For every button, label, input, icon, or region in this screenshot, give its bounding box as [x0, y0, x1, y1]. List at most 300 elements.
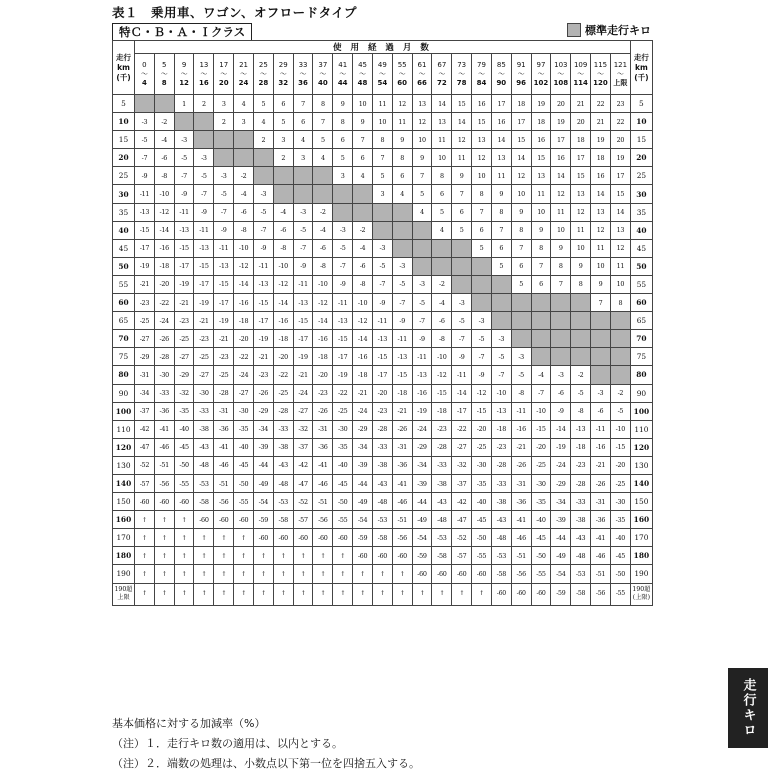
rate-cell: -16 — [412, 384, 432, 402]
rate-cell: -13 — [214, 257, 234, 275]
rate-cell: -47 — [135, 438, 155, 456]
rate-cell: ↑ — [353, 565, 373, 583]
rate-cell: -13 — [412, 366, 432, 384]
rate-cell: 17 — [491, 95, 511, 113]
rate-cell: 9 — [551, 239, 571, 257]
rate-cell: -49 — [353, 493, 373, 511]
rate-cell — [551, 348, 571, 366]
rate-cell: 4 — [392, 185, 412, 203]
month-range-header: 73 〜 78 — [452, 54, 472, 95]
rate-cell: 8 — [491, 203, 511, 221]
rate-cell: 5 — [491, 257, 511, 275]
rate-cell: ↑ — [174, 583, 194, 605]
rate-cell: -51 — [511, 547, 531, 565]
rate-cell: 10 — [571, 239, 591, 257]
rate-cell: -13 — [372, 330, 392, 348]
rate-cell: 9 — [491, 185, 511, 203]
legend-label: 標準走行キロ — [585, 24, 651, 37]
rate-cell: -30 — [234, 402, 254, 420]
rate-cell: -32 — [174, 384, 194, 402]
rate-cell: -12 — [273, 275, 293, 293]
rate-cell: ↑ — [214, 529, 234, 547]
month-range-header: 115 〜 120 — [591, 54, 611, 95]
rate-cell: 8 — [372, 131, 392, 149]
rate-cell: -27 — [234, 384, 254, 402]
rate-cell: -37 — [135, 402, 155, 420]
rate-cell: -21 — [353, 384, 373, 402]
rate-cell — [392, 221, 412, 239]
rate-cell: -45 — [174, 438, 194, 456]
rate-cell: -54 — [353, 511, 373, 529]
rate-cell: -10 — [234, 239, 254, 257]
rate-cell: 9 — [392, 131, 412, 149]
rate-cell: -30 — [610, 493, 630, 511]
rate-cell: -9 — [372, 294, 392, 312]
rate-cell: -20 — [313, 366, 333, 384]
rate-cell: ↑ — [154, 565, 174, 583]
rate-cell: -57 — [452, 547, 472, 565]
rate-cell: -31 — [313, 420, 333, 438]
rate-cell — [432, 257, 452, 275]
rate-cell: -14 — [353, 330, 373, 348]
rate-cell: -49 — [253, 474, 273, 492]
rate-cell: -10 — [491, 384, 511, 402]
rate-cell: -41 — [392, 474, 412, 492]
km-cell: 100 — [113, 402, 135, 420]
table-row — [113, 221, 653, 239]
rate-cell: -55 — [333, 511, 353, 529]
rate-cell — [571, 330, 591, 348]
legend — [567, 22, 651, 38]
rate-cell: -41 — [313, 456, 333, 474]
rate-cell: 6 — [452, 203, 472, 221]
rate-cell — [333, 185, 353, 203]
rate-cell: -4 — [432, 294, 452, 312]
rate-cell: -53 — [491, 547, 511, 565]
rate-cell: -25 — [273, 384, 293, 402]
rate-cell: -55 — [174, 474, 194, 492]
table-row — [113, 95, 653, 113]
km-cell: 190超 上限 — [113, 583, 135, 605]
rate-cell: -26 — [313, 402, 333, 420]
rate-cell: 19 — [551, 113, 571, 131]
rate-cell — [313, 185, 333, 203]
month-range-header: 25 〜 28 — [253, 54, 273, 95]
rate-cell: -10 — [610, 420, 630, 438]
month-range-header: 9 〜 12 — [174, 54, 194, 95]
rate-cell — [571, 348, 591, 366]
rate-cell: 9 — [353, 113, 373, 131]
rate-cell: -18 — [234, 312, 254, 330]
rate-cell: -57 — [293, 511, 313, 529]
rate-cell: 4 — [432, 221, 452, 239]
rate-cell: 8 — [333, 113, 353, 131]
rate-cell: ↑ — [135, 583, 155, 605]
rate-cell: -50 — [610, 565, 630, 583]
rate-cell: -40 — [531, 511, 551, 529]
rate-cell: -24 — [234, 366, 254, 384]
rate-cell: -18 — [392, 384, 412, 402]
rate-cell: -52 — [452, 529, 472, 547]
rate-cell: -50 — [234, 474, 254, 492]
rate-cell: -58 — [491, 565, 511, 583]
rate-cell: -3 — [194, 149, 214, 167]
rate-cell: -45 — [610, 547, 630, 565]
rate-cell: ↑ — [432, 583, 452, 605]
rate-cell — [392, 203, 412, 221]
rate-cell: 10 — [353, 95, 373, 113]
rate-cell: -7 — [333, 257, 353, 275]
rate-cell: ↑ — [214, 547, 234, 565]
rate-cell: 4 — [293, 131, 313, 149]
rate-cell: -40 — [174, 420, 194, 438]
month-range-header: 49 〜 54 — [372, 54, 392, 95]
table-row — [113, 456, 653, 474]
rate-cell: -46 — [591, 547, 611, 565]
rate-cell — [214, 131, 234, 149]
rate-cell: -10 — [531, 402, 551, 420]
rate-cell: -10 — [313, 275, 333, 293]
rate-cell: -5 — [571, 384, 591, 402]
rate-cell: -14 — [273, 294, 293, 312]
rate-cell: -15 — [214, 275, 234, 293]
rate-cell: -56 — [591, 583, 611, 605]
rate-cell: -60 — [234, 511, 254, 529]
rate-cell: -39 — [551, 511, 571, 529]
rate-cell: -32 — [293, 420, 313, 438]
km-cell: 75 — [630, 348, 652, 366]
rate-cell: -31 — [214, 402, 234, 420]
rate-cell: -39 — [353, 456, 373, 474]
rate-cell: 5 — [472, 239, 492, 257]
rate-cell: -24 — [154, 312, 174, 330]
month-range-header: 103 〜 108 — [551, 54, 571, 95]
km-cell: 120 — [630, 438, 652, 456]
rate-cell: 16 — [591, 167, 611, 185]
rate-cell: -3 — [392, 257, 412, 275]
rate-cell: 15 — [531, 149, 551, 167]
rate-cell: ↑ — [273, 583, 293, 605]
rate-cell — [511, 330, 531, 348]
rate-cell: 11 — [372, 95, 392, 113]
rate-cell: -45 — [234, 456, 254, 474]
rate-cell: -60 — [432, 565, 452, 583]
rate-cell: -9 — [333, 275, 353, 293]
table-row — [113, 529, 653, 547]
month-range-header: 85 〜 90 — [491, 54, 511, 95]
rate-cell: -58 — [571, 583, 591, 605]
side-index-tab[interactable] — [728, 668, 768, 748]
rate-cell: -21 — [253, 348, 273, 366]
rate-cell: 13 — [412, 95, 432, 113]
km-cell: 140 — [630, 474, 652, 492]
km-cell: 190超 (上限) — [630, 583, 652, 605]
rate-cell: -11 — [591, 420, 611, 438]
rate-cell — [531, 312, 551, 330]
km-cell: 40 — [630, 221, 652, 239]
rate-cell: 3 — [333, 167, 353, 185]
rate-cell: -38 — [432, 474, 452, 492]
rate-cell: 2 — [214, 113, 234, 131]
rate-cell: -9 — [472, 366, 492, 384]
rate-cell: -6 — [273, 221, 293, 239]
rate-cell: ↑ — [273, 547, 293, 565]
rate-cell: 14 — [452, 113, 472, 131]
rate-cell: -33 — [432, 456, 452, 474]
rate-cell: -23 — [135, 294, 155, 312]
rate-cell: -58 — [194, 493, 214, 511]
rate-cell: -20 — [472, 420, 492, 438]
rate-cell: -2 — [353, 221, 373, 239]
rate-cell: 8 — [432, 167, 452, 185]
rate-cell: -54 — [253, 493, 273, 511]
rate-cell: -48 — [194, 456, 214, 474]
rate-cell: -30 — [154, 366, 174, 384]
rate-cell — [551, 330, 571, 348]
rate-cell: 10 — [610, 275, 630, 293]
rate-cell: -3 — [412, 275, 432, 293]
table-row — [113, 511, 653, 529]
km-cell: 50 — [630, 257, 652, 275]
rate-cell: 15 — [452, 95, 472, 113]
rate-cell: -3 — [253, 185, 273, 203]
rate-cell: 14 — [511, 149, 531, 167]
rate-cell: -5 — [491, 348, 511, 366]
rate-cell: -59 — [551, 583, 571, 605]
rate-cell: ↑ — [214, 583, 234, 605]
rate-cell: ↑ — [194, 547, 214, 565]
rate-cell — [372, 203, 392, 221]
rate-cell: -5 — [174, 149, 194, 167]
rate-cell: -9 — [253, 239, 273, 257]
rate-cell: -36 — [154, 402, 174, 420]
rate-cell: -60 — [392, 547, 412, 565]
rate-cell: -53 — [571, 565, 591, 583]
rate-cell: 11 — [452, 149, 472, 167]
rate-cell: -3 — [293, 203, 313, 221]
rate-cell: ↑ — [135, 529, 155, 547]
month-range-header: 33 〜 36 — [293, 54, 313, 95]
rate-cell: -28 — [432, 438, 452, 456]
rate-cell: -9 — [551, 402, 571, 420]
rate-cell: 12 — [591, 221, 611, 239]
rate-cell: -21 — [392, 402, 412, 420]
rate-cell: 7 — [452, 185, 472, 203]
rate-cell: 5 — [432, 203, 452, 221]
rate-cell: -15 — [392, 366, 412, 384]
rate-cell: -21 — [135, 275, 155, 293]
rate-cell: -17 — [214, 294, 234, 312]
km-cell: 55 — [630, 275, 652, 293]
rate-cell: -29 — [353, 420, 373, 438]
rate-cell: -60 — [412, 565, 432, 583]
rate-cell: -17 — [135, 239, 155, 257]
rate-cell: -32 — [452, 456, 472, 474]
rate-cell: 16 — [531, 131, 551, 149]
rate-cell — [412, 239, 432, 257]
rate-cell: -18 — [353, 366, 373, 384]
rate-cell: -54 — [551, 565, 571, 583]
rate-cell: 4 — [353, 167, 373, 185]
rate-cell: -5 — [194, 167, 214, 185]
rate-cell: -58 — [372, 529, 392, 547]
rate-cell: -42 — [452, 493, 472, 511]
rate-cell: -17 — [253, 312, 273, 330]
rate-cell: -9 — [293, 257, 313, 275]
rate-cell: -56 — [511, 565, 531, 583]
km-cell: 25 — [113, 167, 135, 185]
rate-cell: -23 — [253, 366, 273, 384]
rate-cell: -11 — [392, 330, 412, 348]
rate-cell: 5 — [253, 95, 273, 113]
rate-cell: -35 — [472, 474, 492, 492]
rate-cell — [353, 185, 373, 203]
rate-cell: -12 — [313, 294, 333, 312]
km-header-left: 走行 km (千) — [113, 41, 135, 95]
rate-cell: -8 — [571, 402, 591, 420]
rate-cell: 12 — [551, 185, 571, 203]
rate-cell: -46 — [511, 529, 531, 547]
rate-cell: -11 — [174, 203, 194, 221]
rate-cell: -45 — [531, 529, 551, 547]
rate-cell: 10 — [531, 203, 551, 221]
rate-cell: -15 — [610, 438, 630, 456]
km-cell: 180 — [113, 547, 135, 565]
rate-cell: -13 — [135, 203, 155, 221]
rate-cell: -60 — [293, 529, 313, 547]
month-group-header: 使 用 経 過 月 数 — [135, 41, 631, 54]
rate-cell: -6 — [591, 402, 611, 420]
rate-cell: ↑ — [353, 583, 373, 605]
rate-cell: ↑ — [253, 583, 273, 605]
km-cell: 20 — [630, 149, 652, 167]
table-row — [113, 167, 653, 185]
rate-cell: 9 — [531, 221, 551, 239]
rate-cell: -34 — [412, 456, 432, 474]
rate-cell: -60 — [194, 511, 214, 529]
rate-cell: -23 — [571, 456, 591, 474]
rate-cell: ↑ — [234, 547, 254, 565]
rate-cell: -37 — [452, 474, 472, 492]
rate-cell: -12 — [234, 257, 254, 275]
rate-cell: 12 — [511, 167, 531, 185]
km-cell: 45 — [630, 239, 652, 257]
rate-cell: -13 — [571, 420, 591, 438]
rate-cell: -60 — [273, 529, 293, 547]
rate-cell: 10 — [472, 167, 492, 185]
rate-cell: ↑ — [273, 565, 293, 583]
month-range-header: 21 〜 24 — [234, 54, 254, 95]
rate-cell: 9 — [571, 257, 591, 275]
km-cell: 60 — [113, 294, 135, 312]
rate-cell: -7 — [214, 203, 234, 221]
table-row — [113, 366, 653, 384]
km-cell: 10 — [113, 113, 135, 131]
rate-cell: -7 — [472, 348, 492, 366]
rate-cell: 11 — [392, 113, 412, 131]
rate-cell: 3 — [293, 149, 313, 167]
rate-cell: -56 — [154, 474, 174, 492]
rate-cell: -40 — [234, 438, 254, 456]
table-row — [113, 113, 653, 131]
rate-cell: -33 — [571, 493, 591, 511]
table-row — [113, 583, 653, 605]
rate-cell: -5 — [293, 221, 313, 239]
rate-cell: -2 — [610, 384, 630, 402]
rate-cell: -16 — [313, 330, 333, 348]
rate-cell: -5 — [333, 239, 353, 257]
rate-cell: 9 — [591, 275, 611, 293]
rate-cell — [452, 275, 472, 293]
rate-cell — [531, 330, 551, 348]
rate-cell: -40 — [333, 456, 353, 474]
rate-cell — [154, 95, 174, 113]
month-range-header: 61 〜 66 — [412, 54, 432, 95]
rate-cell: -28 — [214, 384, 234, 402]
km-cell: 190 — [113, 565, 135, 583]
rate-cell: ↑ — [313, 565, 333, 583]
rate-cell: -3 — [452, 294, 472, 312]
km-cell: 50 — [113, 257, 135, 275]
rate-cell: -60 — [135, 493, 155, 511]
rate-cell: -35 — [174, 402, 194, 420]
rate-cell: -5 — [253, 203, 273, 221]
rate-cell: -26 — [154, 330, 174, 348]
rate-cell: 7 — [491, 221, 511, 239]
month-range-header: 0 〜 4 — [135, 54, 155, 95]
table-row — [113, 493, 653, 511]
rate-cell — [234, 131, 254, 149]
rate-cell: -60 — [174, 493, 194, 511]
rate-cell: -8 — [432, 330, 452, 348]
rate-cell: 15 — [610, 185, 630, 203]
table-row — [113, 547, 653, 565]
rate-cell: -7 — [174, 167, 194, 185]
rate-cell: 2 — [273, 149, 293, 167]
rate-cell: -60 — [333, 529, 353, 547]
rate-cell — [591, 312, 611, 330]
rate-cell: -60 — [372, 547, 392, 565]
rate-cell: ↑ — [452, 583, 472, 605]
rate-cell: -5 — [610, 402, 630, 420]
rate-cell: -3 — [472, 312, 492, 330]
month-range-header: 109 〜 114 — [571, 54, 591, 95]
rate-cell: -16 — [591, 438, 611, 456]
rate-cell: -13 — [491, 402, 511, 420]
rate-cell: -11 — [253, 257, 273, 275]
rate-cell: -18 — [571, 438, 591, 456]
rate-cell: -24 — [551, 456, 571, 474]
rate-cell: -51 — [313, 493, 333, 511]
note-2: （注）２．端数の処理は、小数点以下第一位を四捨五入する。 — [112, 757, 420, 770]
rate-cell — [571, 312, 591, 330]
rate-cell: 7 — [511, 239, 531, 257]
month-range-header: 17 〜 20 — [214, 54, 234, 95]
rate-cell: -59 — [412, 547, 432, 565]
rate-cell: 12 — [392, 95, 412, 113]
rate-cell: -3 — [511, 348, 531, 366]
rate-cell: -23 — [432, 420, 452, 438]
rate-cell: ↑ — [234, 583, 254, 605]
rate-cell: 10 — [412, 131, 432, 149]
rate-cell: -53 — [273, 493, 293, 511]
km-cell: 150 — [630, 493, 652, 511]
rate-cell: 10 — [591, 257, 611, 275]
rate-cell: -12 — [353, 312, 373, 330]
rate-cell: -28 — [273, 402, 293, 420]
rate-cell: 13 — [432, 113, 452, 131]
rate-cell: ↑ — [135, 565, 155, 583]
